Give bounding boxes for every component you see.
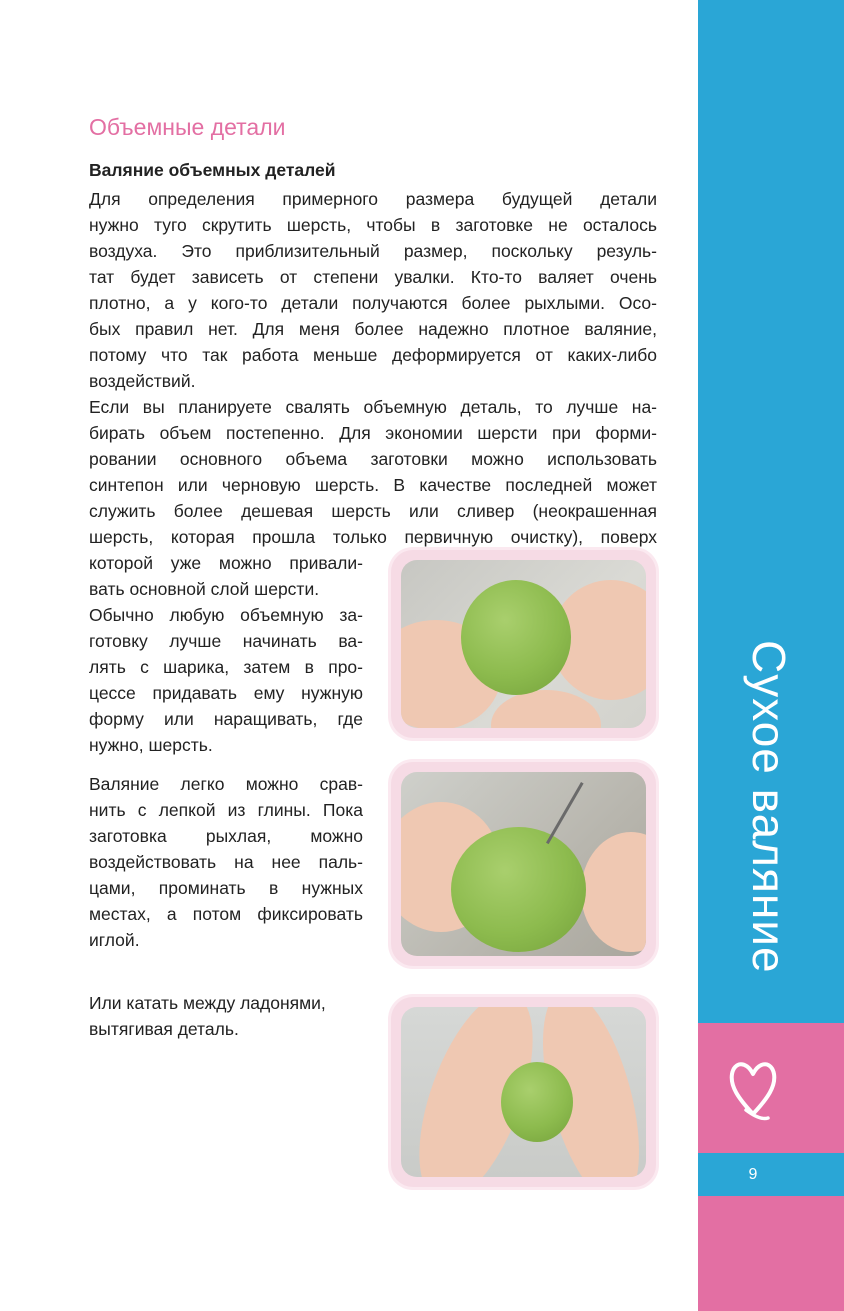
text-line: готовку лучше начинать ва-	[89, 631, 363, 651]
text-line: которой уже можно привали-	[89, 553, 363, 573]
photo-felt-ball-in-hand	[391, 550, 656, 738]
paragraph-3	[89, 602, 363, 758]
paragraph-2	[89, 394, 657, 550]
text-line: тат будет зависеть от степени увалки. Кто-то валяет очень	[89, 267, 657, 287]
text-line: цессе придавать ему нужную	[89, 683, 363, 703]
text-line: воздействовать на нее паль-	[89, 852, 363, 872]
text-line: нужно туго скрутить шерсть, чтобы в заготовке не осталось	[89, 215, 657, 235]
photo-felt-ball-with-needle	[391, 762, 656, 966]
heart-icon	[728, 1052, 778, 1122]
paragraph-4	[89, 771, 363, 953]
text-line: служить более дешевая шерсть или сливер (неокрашенная	[89, 501, 657, 521]
text-line: бирать объем постепенно. Для экономии шерсти при форми-	[89, 423, 657, 443]
text-line: местах, а потом фиксировать	[89, 904, 363, 924]
section-heading: Объемные детали	[89, 114, 286, 140]
text-line: нить с лепкой из глины. Пока	[89, 800, 363, 820]
text-line: форму или наращивать, где	[89, 709, 363, 729]
text-line: синтепон или черновую шерсть. В качестве последней может	[89, 475, 657, 495]
section-title-box	[698, 0, 844, 1023]
subheading: Валяние объемных деталей	[89, 160, 336, 180]
text-line: ровании основного объема заготовки можно использовать	[89, 449, 657, 469]
text-line: Обычно любую объемную за-	[89, 605, 363, 625]
paragraph-2-continued	[89, 550, 363, 602]
text-line: Если вы планируете свалять объемную деталь, то лучше на-	[89, 397, 657, 417]
text-line: цами, проминать в нужных	[89, 878, 363, 898]
text-line: Или катать между ладонями,	[89, 993, 326, 1013]
text-line: Для определения примерного размера будущей детали	[89, 189, 657, 209]
text-line: плотно, а у кого-то детали получаются более рыхлыми. Осо-	[89, 293, 657, 313]
photo-felt-ball-between-palms	[391, 997, 656, 1187]
section-title: Сухое валяние	[743, 640, 795, 974]
text-line: шерсть, которая прошла только первичную очистку), поверх	[89, 527, 657, 547]
text-line: вытягивая деталь.	[89, 1019, 239, 1039]
page-number: 9	[748, 1166, 758, 1183]
side-bar-pink-bottom	[698, 1196, 844, 1311]
text-line: лять с шарика, затем в про-	[89, 657, 363, 677]
text-line: иглой.	[89, 930, 140, 950]
text-line: вать основной слой шерсти.	[89, 579, 320, 599]
text-line: нужно, шерсть.	[89, 735, 213, 755]
text-line: потому что так работа меньше деформируется от каких-либо	[89, 345, 657, 365]
text-line: бых правил нет. Для меня более надежно плотное валяние,	[89, 319, 657, 339]
paragraph-5	[89, 990, 363, 1042]
paragraph-1	[89, 186, 657, 394]
text-line: Валяние легко можно срав-	[89, 774, 363, 794]
text-line: воздуха. Это приблизительный размер, поскольку резуль-	[89, 241, 657, 261]
text-line: воздействий.	[89, 371, 196, 391]
text-line: заготовка рыхлая, можно	[89, 826, 363, 846]
